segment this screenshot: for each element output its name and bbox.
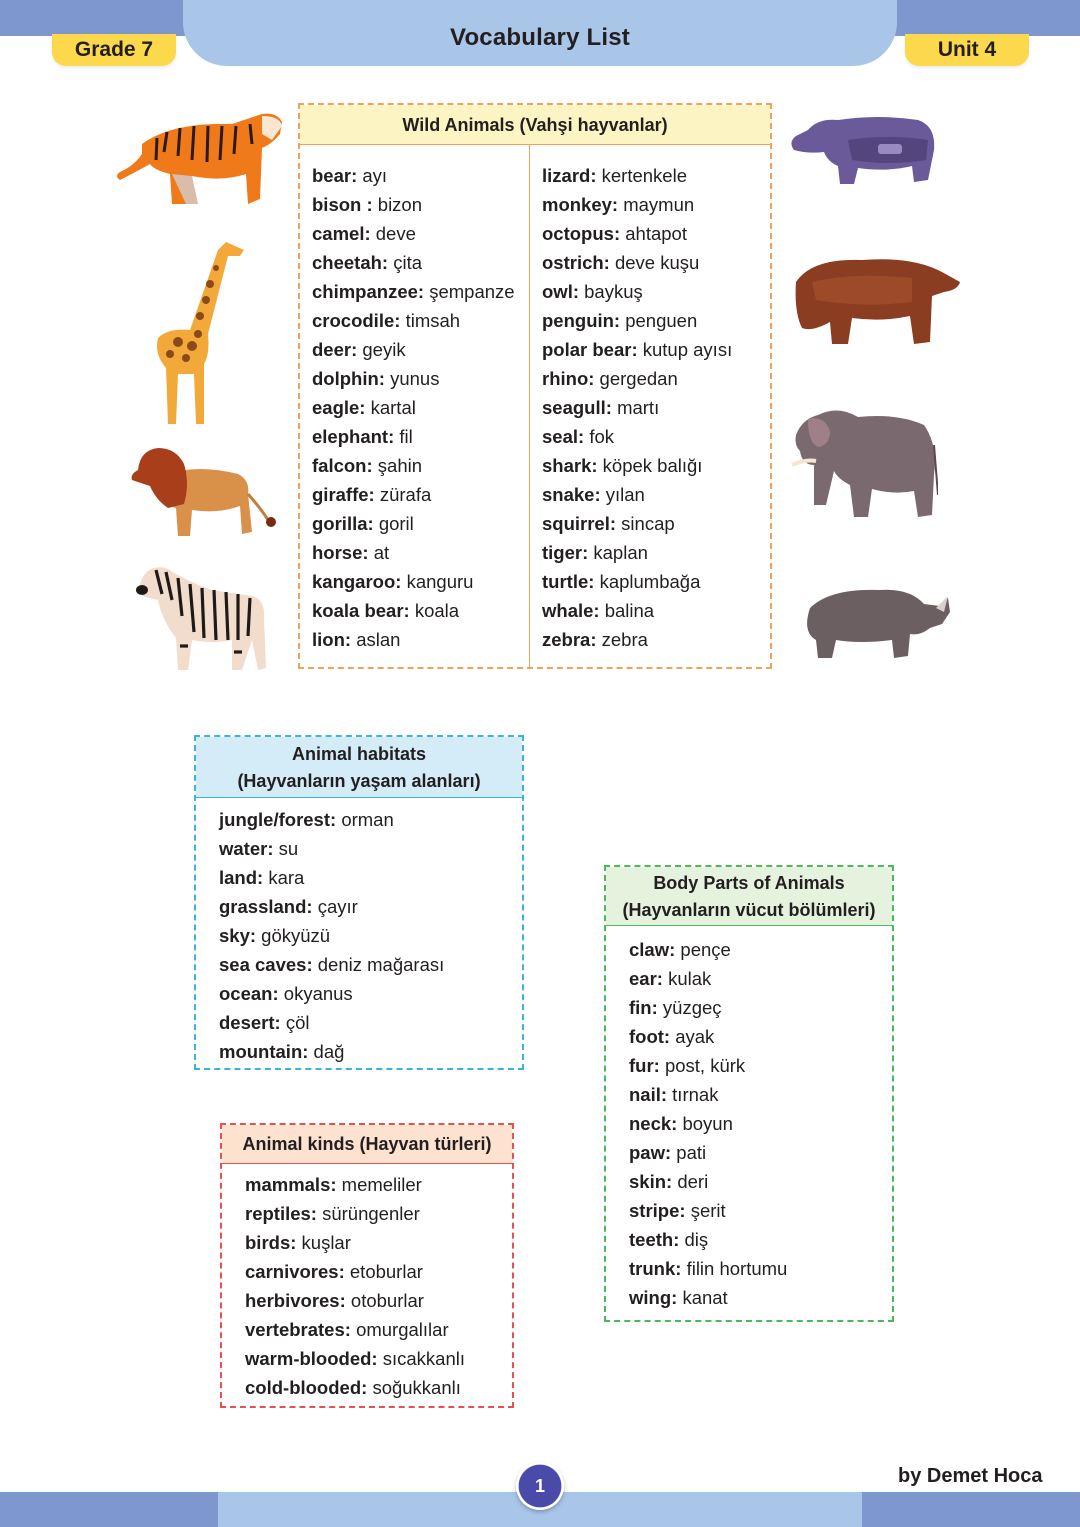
- list-item: fur: post, kürk: [629, 1055, 746, 1076]
- wild-animals-right-column: [530, 145, 770, 667]
- list-item: lizard: kertenkele: [542, 165, 687, 186]
- wild-animals-left-column: [300, 145, 530, 667]
- list-item: koala bear: koala: [312, 600, 460, 621]
- list-item: kangaroo: kanguru: [312, 571, 474, 592]
- list-item: bear: ayı: [312, 165, 388, 186]
- list-item: nail: tırnak: [629, 1084, 719, 1105]
- animal-habitats-title-en: Animal habitats: [291, 744, 427, 764]
- wild-animals-title: Wild Animals (Vahşi hayvanlar): [300, 105, 770, 145]
- list-item: mammals: memeliler: [245, 1174, 422, 1195]
- list-item: ocean: okyanus: [219, 983, 353, 1004]
- list-item: wing: kanat: [629, 1287, 728, 1308]
- lion-icon: [128, 444, 278, 540]
- wild-animals-box: [298, 103, 772, 669]
- list-item: whale: balina: [542, 600, 655, 621]
- list-item: water: su: [219, 838, 299, 859]
- list-item: ostrich: deve kuşu: [542, 252, 700, 273]
- list-item: jungle/forest: orman: [219, 809, 394, 830]
- animal-kinds-box: [220, 1123, 514, 1408]
- list-item: paw: pati: [629, 1142, 707, 1163]
- list-item: teeth: diş: [629, 1229, 709, 1250]
- list-item: owl: baykuş: [542, 281, 643, 302]
- animal-habitats-title-tr: (Hayvanların yaşam alanları): [237, 771, 481, 791]
- list-item: falcon: şahin: [312, 455, 423, 476]
- title-tab: [183, 0, 897, 66]
- list-item: penguin: penguen: [542, 310, 698, 331]
- list-item: polar bear: kutup ayısı: [542, 339, 733, 360]
- list-item: turtle: kaplumbağa: [542, 571, 701, 592]
- body-parts-box: [604, 865, 894, 1322]
- list-item: vertebrates: omurgalılar: [245, 1319, 449, 1340]
- list-item: stripe: şerit: [629, 1200, 726, 1221]
- animal-kinds-title: Animal kinds (Hayvan türleri): [222, 1125, 512, 1164]
- list-item: land: kara: [219, 867, 305, 888]
- list-item: crocodile: timsah: [312, 310, 461, 331]
- body-parts-title-tr: (Hayvanların vücut bölümleri): [622, 900, 876, 920]
- list-item: birds: kuşlar: [245, 1232, 351, 1253]
- list-item: monkey: maymun: [542, 194, 695, 215]
- list-item: octopus: ahtapot: [542, 223, 687, 244]
- list-item: squirrel: sincap: [542, 513, 675, 534]
- list-item: fin: yüzgeç: [629, 997, 722, 1018]
- rhino-icon: [800, 584, 952, 662]
- list-item: rhino: gergedan: [542, 368, 678, 389]
- list-item: gorilla: goril: [312, 513, 414, 534]
- list-item: tiger: kaplan: [542, 542, 648, 563]
- page-number-badge: [516, 1462, 564, 1510]
- list-item: seagull: martı: [542, 397, 660, 418]
- animal-habitats-title: [196, 737, 522, 798]
- list-item: chimpanzee: şempanze: [312, 281, 515, 302]
- body-parts-title-en: Body Parts of Animals: [653, 873, 845, 893]
- list-item: cheetah: çita: [312, 252, 423, 273]
- list-item: cold-blooded: soğukkanlı: [245, 1377, 461, 1398]
- tiger-icon: [112, 104, 286, 214]
- list-item: giraffe: zürafa: [312, 484, 432, 505]
- list-item: dolphin: yunus: [312, 368, 440, 389]
- list-item: skin: deri: [629, 1171, 709, 1192]
- body-parts-title: [606, 867, 892, 926]
- list-item: zebra: zebra: [542, 629, 648, 650]
- list-item: carnivores: etoburlar: [245, 1261, 423, 1282]
- list-item: sea caves: deniz mağarası: [219, 954, 445, 975]
- list-item: neck: boyun: [629, 1113, 733, 1134]
- unit-badge: Unit 4: [905, 34, 1029, 66]
- list-item: horse: at: [312, 542, 390, 563]
- list-item: elephant: fil: [312, 426, 413, 447]
- list-item: snake: yılan: [542, 484, 645, 505]
- author-credit: by Demet Hoca: [898, 1465, 1043, 1487]
- list-item: deer: geyik: [312, 339, 406, 360]
- hippo-icon: [788, 110, 938, 190]
- list-item: lion: aslan: [312, 629, 401, 650]
- list-item: ear: kulak: [629, 968, 712, 989]
- list-item: camel: deve: [312, 223, 416, 244]
- giraffe-icon: [148, 234, 248, 430]
- zebra-icon: [132, 560, 272, 676]
- list-item: shark: köpek balığı: [542, 455, 703, 476]
- list-item: desert: çöl: [219, 1012, 310, 1033]
- elephant-icon: [788, 405, 938, 521]
- list-item: grassland: çayır: [219, 896, 358, 917]
- list-item: bison : bizon: [312, 194, 423, 215]
- list-item: claw: pençe: [629, 939, 731, 960]
- bear-icon: [792, 252, 962, 348]
- page-number: 1: [534, 1475, 545, 1496]
- list-item: mountain: dağ: [219, 1041, 345, 1062]
- grade-badge: Grade 7: [52, 34, 176, 66]
- list-item: herbivores: otoburlar: [245, 1290, 424, 1311]
- list-item: eagle: kartal: [312, 397, 416, 418]
- list-item: sky: gökyüzü: [219, 925, 331, 946]
- list-item: reptiles: sürüngenler: [245, 1203, 420, 1224]
- list-item: foot: ayak: [629, 1026, 715, 1047]
- page-title: Vocabulary List: [450, 24, 630, 51]
- list-item: seal: fok: [542, 426, 614, 447]
- animal-habitats-box: [194, 735, 524, 1070]
- list-item: warm-blooded: sıcakkanlı: [245, 1348, 465, 1369]
- list-item: trunk: filin hortumu: [629, 1258, 788, 1279]
